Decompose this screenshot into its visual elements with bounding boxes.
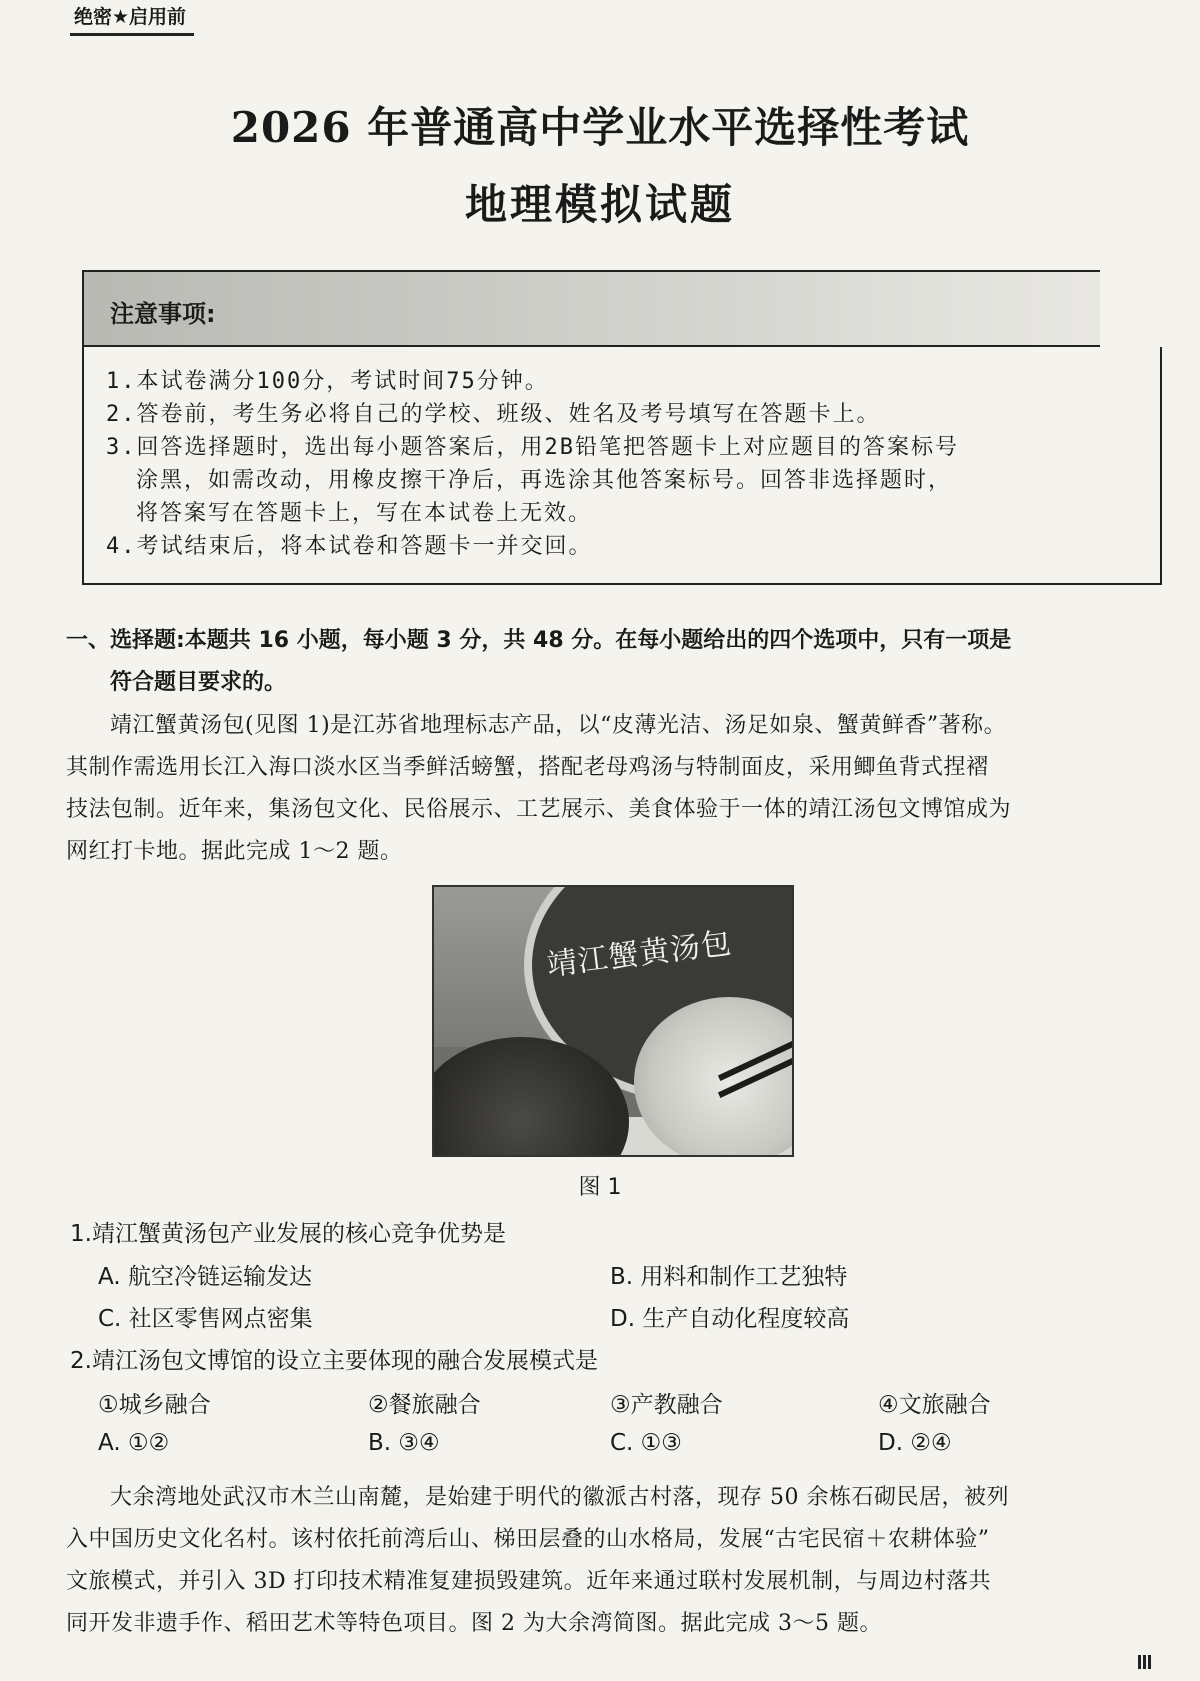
section-heading-line: 符合题目要求的。 (110, 670, 287, 695)
q1-option-a: A. 航空冷链运输发达 (98, 1264, 312, 1290)
passage-line: 其制作需选用长江入海口淡水区当季鲜活螃蟹，搭配老母鸡汤与特制面皮，采用鲫鱼背式捏褶 (66, 755, 989, 780)
notice-item: 2.答卷前，考生务必将自己的学校、班级、姓名及考号填写在答题卡上。 (106, 402, 881, 427)
secret-mark: 绝密★启用前 (70, 0, 194, 36)
q2-option-a: A. ①② (98, 1430, 170, 1456)
passage-line: 靖江蟹黄汤包(见图 1)是江苏省地理标志产品，以“皮薄光洁、汤足如泉、蟹黄鲜香”著称。 (110, 713, 1007, 738)
notice-item: 4.考试结束后，将本试卷和答题卡一并交回。 (106, 534, 593, 559)
notice-header-band (84, 272, 1104, 347)
passage-line: 大余湾地处武汉市木兰山南麓，是始建于明代的徽派古村落，现存 50 余栋石砌民居，被列 (110, 1485, 1009, 1510)
q1-option-d: D. 生产自动化程度较高 (610, 1306, 850, 1332)
notice-item-continued: 将答案写在答题卡上，写在本试卷上无效。 (136, 501, 593, 526)
exam-title: 2026 年普通高中学业水平选择性考试 (230, 103, 970, 152)
scanner-qr-icon (1138, 1655, 1152, 1669)
notice-heading: 注意事项: (110, 300, 216, 328)
passage-line: 网红打卡地。据此完成 1～2 题。 (66, 839, 403, 864)
q2-item-2: ②餐旅融合 (368, 1392, 481, 1418)
q2-option-d: D. ②④ (878, 1430, 952, 1456)
notice-list (106, 365, 1146, 563)
figure-1-caption: 图 1 (578, 1175, 622, 1200)
notice-item-continued: 涂黑，如需改动，用橡皮擦干净后，再选涂其他答案标号。回答非选择题时， (136, 468, 953, 493)
notice-item: 1.本试卷满分100分，考试时间75分钟。 (106, 369, 549, 394)
q1-option-c: C. 社区零售网点密集 (98, 1306, 313, 1332)
exam-subtitle: 地理模拟试题 (464, 180, 735, 229)
section-heading (66, 620, 1156, 704)
passage-line: 入中国历史文化名村。该村依托前湾后山、梯田层叠的山水格局，发展“古宅民宿＋农耕体验” (66, 1527, 990, 1552)
passage-line: 技法包制。近年来，集汤包文化、民俗展示、工艺展示、美食体验于一体的靖江汤包文博馆成为 (66, 797, 1012, 822)
q2-item-3: ③产教融合 (610, 1392, 723, 1418)
passage-line: 同开发非遗手作、稻田艺术等特色项目。图 2 为大余湾简图。据此完成 3～5 题。 (66, 1611, 882, 1636)
photo-sign-text: 靖江蟹黄汤包 (544, 925, 734, 984)
q2-item-1: ①城乡融合 (98, 1392, 211, 1418)
passage-2 (66, 1477, 1156, 1645)
section-heading-line: 一、选择题:本题共 16 小题，每小题 3 分，共 48 分。在每小题给出的四个选项中，只有一项是 (66, 628, 1012, 653)
passage-1 (66, 705, 1156, 873)
question-2-stem: 2.靖江汤包文博馆的设立主要体现的融合发展模式是 (70, 1348, 598, 1374)
q2-item-4: ④文旅融合 (878, 1392, 991, 1418)
notice-item: 3.回答选择题时，选出每小题答案后，用2B铅笔把答题卡上对应题目的答案标号 (106, 435, 959, 460)
notice-corner-cut (1100, 270, 1162, 347)
passage-line: 文旅模式，并引入 3D 打印技术精准复建损毁建筑。近年来通过联村发展机制，与周边村落共 (66, 1569, 992, 1594)
q2-option-b: B. ③④ (368, 1430, 440, 1456)
notice-box (82, 270, 1162, 585)
question-1-stem: 1.靖江蟹黄汤包产业发展的核心竞争优势是 (70, 1221, 506, 1247)
figure-1-photo (432, 885, 794, 1157)
q1-option-b: B. 用料和制作工艺独特 (610, 1264, 848, 1290)
q2-option-c: C. ①③ (610, 1430, 682, 1456)
